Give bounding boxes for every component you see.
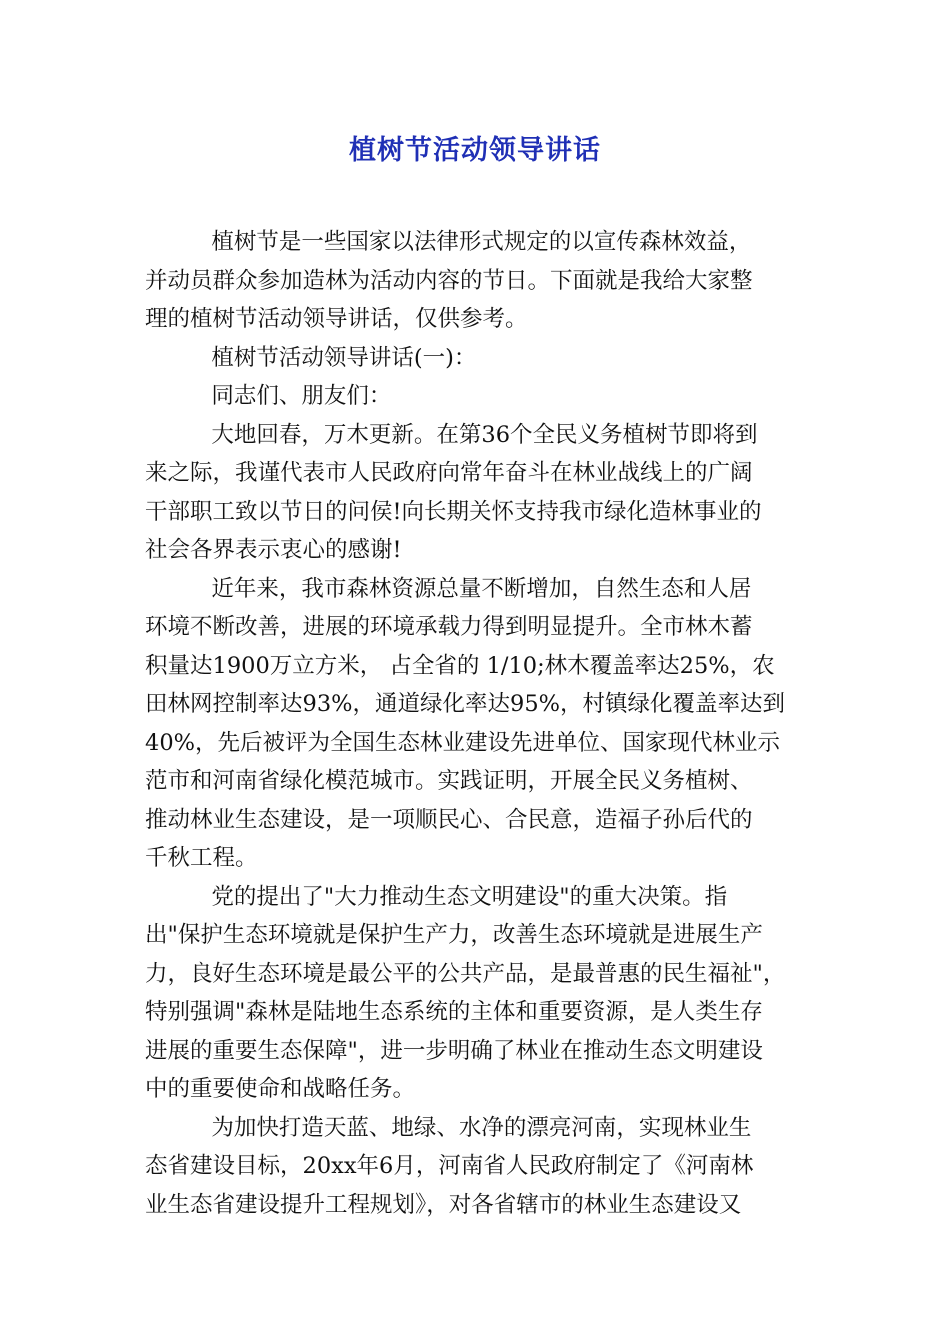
text-line: 植树节活动领导讲话(一)： <box>211 344 477 371</box>
text-line: 植树节是一些国家以法律形式规定的以宣传森林效益， <box>211 229 752 255</box>
text-line: 理的植树节活动领导讲话，仅供参考。 <box>145 306 528 332</box>
text-line: 同志们、朋友们： <box>211 383 392 409</box>
text-line: 推动林业生态建设，是一项顺民心、合民意，造福子孙后代的 <box>145 806 753 833</box>
text-line: 范市和河南省绿化模范城市。实践证明，开展全民义务植树、 <box>145 768 753 794</box>
text-line: 40%，先后被评为全国生态林业建设先进单位、国家现代林业示 <box>145 729 781 756</box>
text-line: 进展的重要生态保障"，进一步明确了林业在推动生态文明建设 <box>145 1037 763 1064</box>
paragraph-subtitle <box>145 339 815 378</box>
paragraph-plan <box>145 1109 815 1225</box>
document-title: 植树节活动领导讲话 <box>349 135 601 166</box>
text-line: 党的提出了"大力推动生态文明建设"的重大决策。指 <box>211 883 728 910</box>
text-line: 积量达1900万立方米， 占全省的 1/10;林木覆盖率达25%，农 <box>145 652 775 679</box>
text-line: 环境不断改善，进展的环境承载力得到明显提升。全市林木蓄 <box>145 614 753 640</box>
text-line: 业生态省建设提升工程规划》，对各省辖市的林业生态建设又 <box>145 1191 742 1218</box>
paragraph-policy <box>145 878 815 1109</box>
text-line: 田林网控制率达93%，通道绿化率达95%，村镇绿化覆盖率达到 <box>145 691 786 717</box>
text-line: 来之际，我谨代表市人民政府向常年奋斗在林业战线上的广阔 <box>145 460 753 486</box>
text-line: 特别强调"森林是陆地生态系统的主体和重要资源，是人类生存 <box>145 999 763 1025</box>
paragraph-opening <box>145 416 815 570</box>
text-line: 并动员群众参加造林为活动内容的节日。下面就是我给大家整 <box>145 267 753 294</box>
text-line: 社会各界表示衷心的感谢! <box>145 537 402 563</box>
paragraph-achievements <box>145 570 815 878</box>
text-line: 中的重要使命和战略任务。 <box>145 1076 416 1102</box>
text-line: 出"保护生态环境就是保护生产力，改善生态环境就是进展生产 <box>145 922 763 948</box>
text-line: 近年来，我市森林资源总量不断增加，自然生态和人居 <box>211 575 752 602</box>
text-line: 力，良好生态环境是最公平的公共产品，是最普惠的民生福祉"， <box>145 960 786 987</box>
text-line: 大地回春，万木更新。在第36个全民义务植树节即将到 <box>211 421 758 448</box>
text-line: 为加快打造天蓝、地绿、水净的漂亮河南，实现林业生 <box>211 1114 752 1141</box>
text-line: 态省建设目标，20xx年6月，河南省人民政府制定了《河南林 <box>145 1153 754 1179</box>
text-line: 干部职工致以节日的问侯!向长期关怀支持我市绿化造林事业的 <box>145 498 762 525</box>
paragraph-greeting <box>145 377 815 416</box>
text-line: 千秋工程。 <box>145 845 258 871</box>
document-body <box>145 223 815 1224</box>
paragraph-intro <box>145 223 815 339</box>
